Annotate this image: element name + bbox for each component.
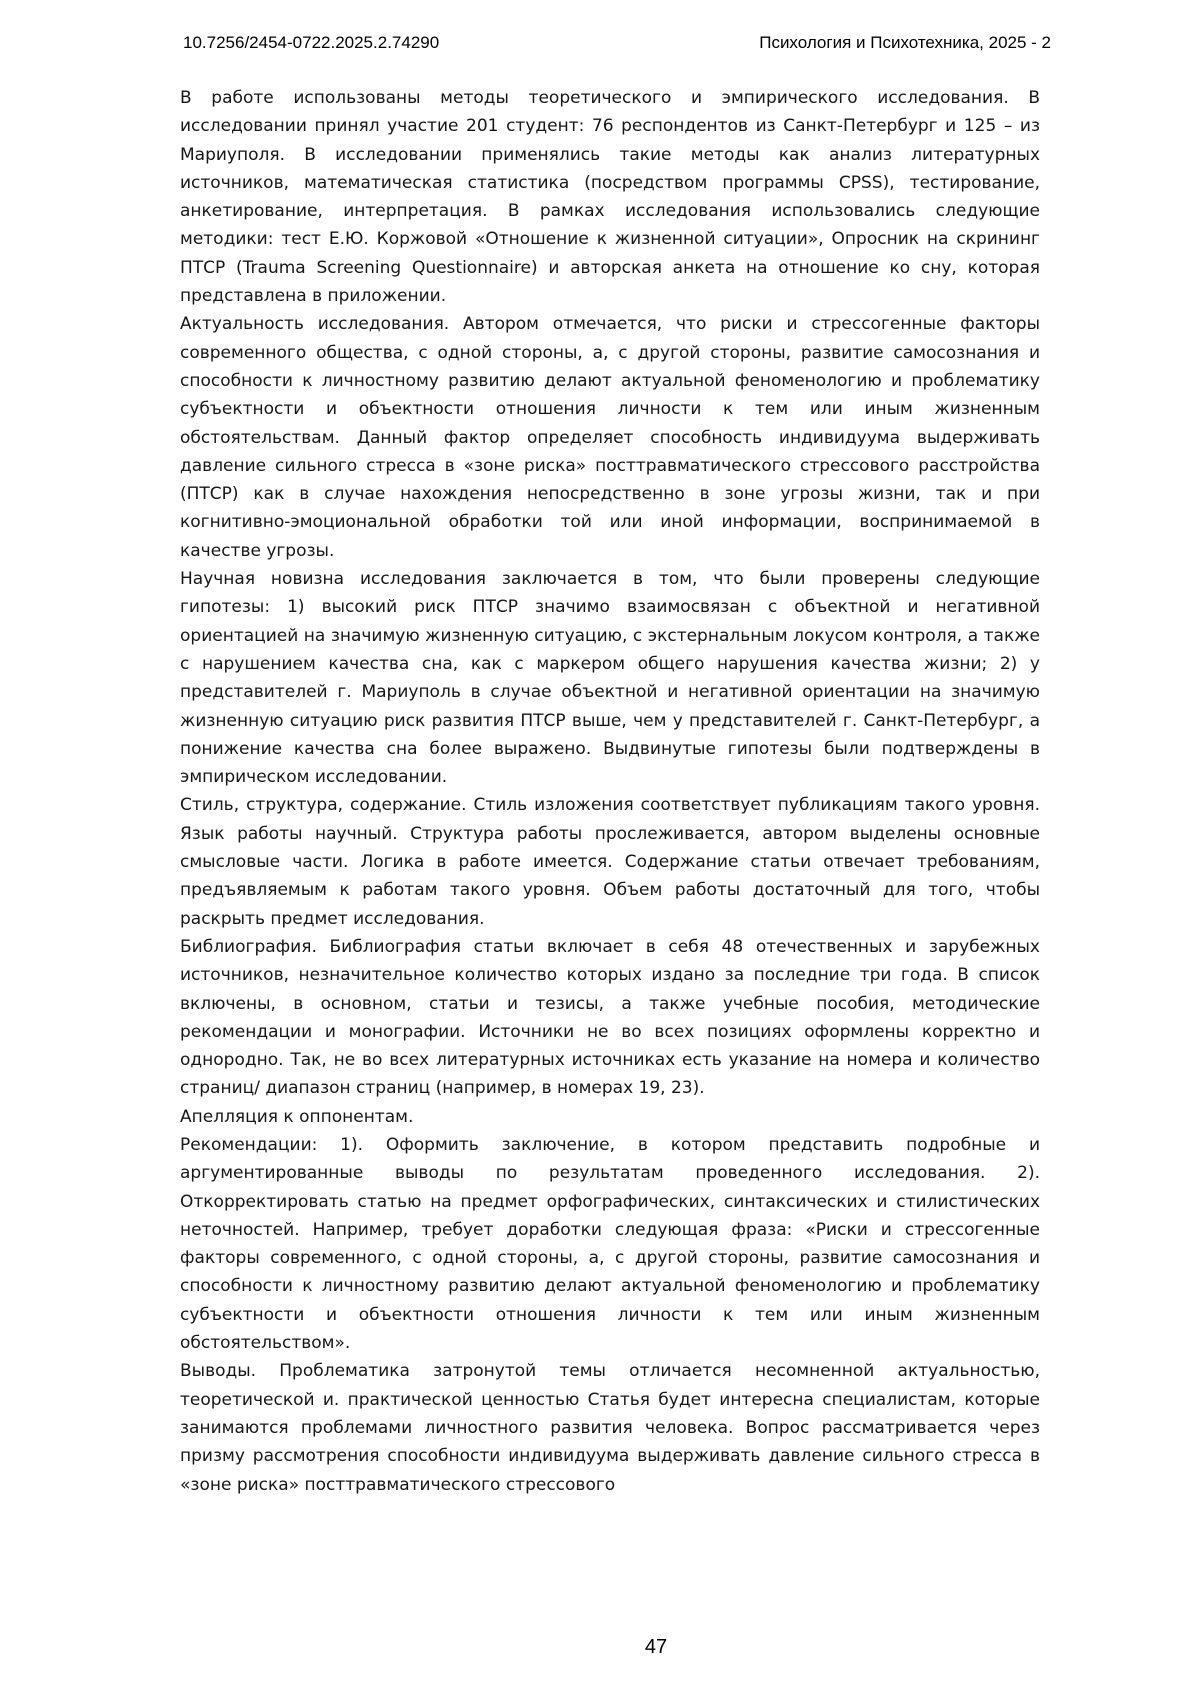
page-number: 47 (644, 1636, 668, 1658)
paragraph-recommendations: Рекомендации: 1). Оформить заключение, в котором представить подробные и аргументированные выводы по результатам проведенного исследования. 2). Откорректировать статью на предмет орфографических, синтаксических и стилистических неточностей. Например, требует доработки следующая фраза: «Риски и стрессогенные факторы современного, с одной стороны, а, с другой стороны, развитие самосознания и способности к личностному развитию делают актуальной феноменологию и проблематику субъектности и объектности отношения личности к тем или иным жизненным обстоятельством». (180, 1134, 1040, 1354)
page-footer (0, 1636, 1200, 1659)
paragraph-methods: В работе использованы методы теоретического и эмпирического исследования. В исследовании принял участие 201 студент: 76 респондентов из Санкт-Петербург и 125 – из Мариуполя. В исследовании применялись такие методы как анализ литературных источников, математическая статистика (посредством программы CPSS), тестирование, анкетирование, интерпретация. В рамках исследования использовались следующие методики: тест Е.Ю. Коржовой «Отношение к жизненной ситуации», Опросник на скрининг ПТСР (Trauma Screening Questionnaire) и авторская анкета на отношение ко сну, которая представлена в приложении. (180, 88, 1040, 307)
paragraph-bibliography: Библиография. Библиография статьи включает в себя 48 отечественных и зарубежных источников, незначительное количество которых издано за последние три года. В список включены, в основном, статьи и тезисы, а также учебные пособия, методические рекомендации и монографии. Источники не во всех позициях оформлены корректно и однородно. Так, не во всех литературных источниках есть указание на номера и количество страниц/ диапазон страниц (например, в номерах 19, 23). (180, 936, 1040, 1099)
paragraph-style: Стиль, структура, содержание. Стиль изложения соответствует публикациям такого уровня. Язык работы научный. Структура работы прослеживается, автором выделены основные смысловые части. Логика в работе имеется. Содержание статьи отвечает требованиям, предъявляемым к работам такого уровня. Объем работы достаточный для того, чтобы раскрыть предмет исследования. (180, 795, 1040, 929)
paragraph-relevance: Актуальность исследования. Автором отмечается, что риски и стрессогенные факторы современного общества, с одной стороны, а, с другой стороны, развитие самосознания и способности к личностному развитию делают актуальной феноменологию и проблематику субъектности и объектности отношения личности к тем или иным жизненным обстоятельствам. Данный фактор определяет способность индивидуума выдерживать давление сильного стресса в «зоне риска» посттравматического стрессового расстройства (ПТСР) как в случае нахождения непосредственно в зоне угрозы жизни, так и при когнитивно-эмоциональной обработки той или иной информации, воспринимаемой в качестве угрозы. (180, 314, 1040, 561)
paragraph-appeal: Апелляция к оппонентам. (180, 1106, 414, 1127)
journal-title: Психология и Психотехника, 2025 - 2 (759, 33, 1051, 52)
doi-text: 10.7256/2454-0722.2025.2.74290 (183, 33, 440, 52)
document-body (180, 84, 1040, 1499)
page-header (183, 33, 1051, 53)
paragraph-conclusions: Выводы. Проблематика затронутой темы отличается несомненной актуальностью, теоретической и. практической ценностью Статья будет интересна специалистам, которые занимаются проблемами личностного развития человека. Вопрос рассматривается через призму рассмотрения способности индивидуума выдерживать давление сильного стресса в «зоне риска» посттравматического стрессового (180, 1361, 1040, 1495)
paragraph-novelty: Научная новизна исследования заключается в том, что были проверены следующие гипотезы: 1) высокий риск ПТСР значимо взаимосвязан с объектной и негативной ориентацией на значимую жизненную ситуацию, с экстернальным локусом контроля, а также с нарушением качества сна, как с маркером общего нарушения качества жизни; 2) у представителей г. Мариуполь в случае объектной и негативной ориентации на значимую жизненную ситуацию риск развития ПТСР выше, чем у представителей г. Санкт-Петербург, а понижение качества сна более выражено. Выдвинутые гипотезы были подтверждены в эмпирическом исследовании. (180, 569, 1040, 788)
